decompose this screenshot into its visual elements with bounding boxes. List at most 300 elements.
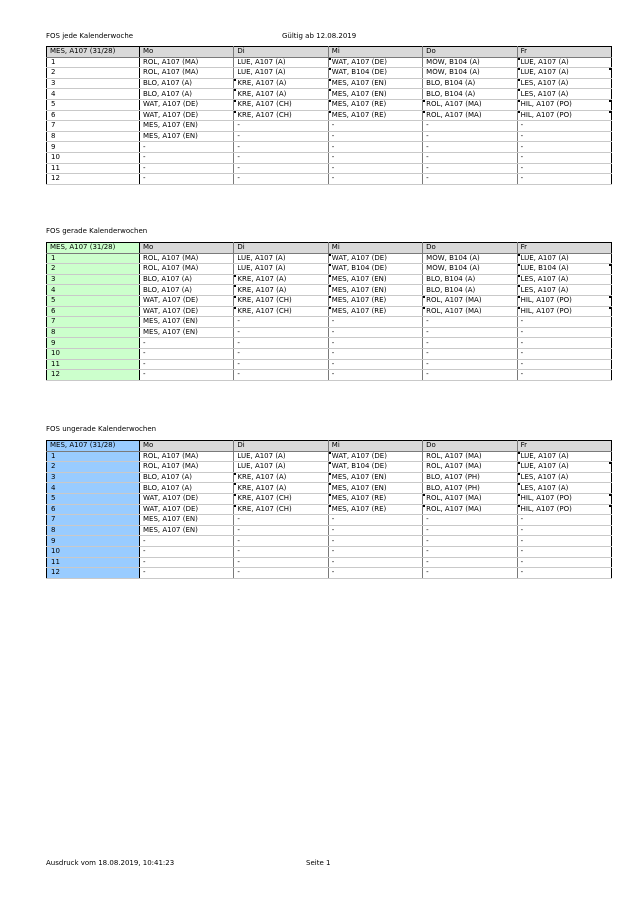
lesson-cell: LES, A107 (A) [517,274,611,285]
period-number: 4 [47,483,140,494]
period-number: 1 [47,253,140,264]
comment-marker-icon [234,89,236,91]
lesson-cell: BLO, A107 (A) [140,78,234,89]
comment-marker-icon [329,307,331,309]
day-header: Mo [140,47,234,58]
period-number: 6 [47,110,140,121]
comment-marker-icon [609,462,611,464]
period-number: 7 [47,317,140,328]
day-header-row [47,47,612,58]
lesson-cell: ROL, A107 (MA) [423,99,517,110]
lesson-cell: - [328,536,422,547]
lesson-cell: - [423,174,517,185]
lesson-cell: - [234,359,328,370]
lesson-cell: BLO, B104 (A) [423,274,517,285]
period-number: 6 [47,306,140,317]
lesson-cell: - [423,536,517,547]
comment-marker-icon [609,264,611,266]
lesson-cell: ROL, A107 (MA) [423,462,517,473]
lesson-cell: - [234,131,328,142]
lesson-cell: LUE, A107 (A) [517,57,611,68]
lesson-cell: BLO, A107 (A) [140,483,234,494]
page-footer [46,859,606,871]
lesson-cell: MES, A107 (EN) [328,483,422,494]
comment-marker-icon [518,307,520,309]
lesson-cell: - [328,142,422,153]
lesson-cell: - [140,370,234,381]
lesson-cell: - [234,142,328,153]
table-row [47,483,612,494]
period-number: 3 [47,472,140,483]
comment-marker-icon [518,296,520,298]
lesson-cell: - [234,536,328,547]
lesson-cell: WAT, A107 (DE) [140,504,234,515]
lesson-cell: - [140,163,234,174]
comment-marker-icon [234,307,236,309]
lesson-cell: - [234,546,328,557]
period-number: 3 [47,274,140,285]
day-header: Do [423,243,517,254]
lesson-cell: WAT, B104 (DE) [328,68,422,79]
table-row [47,493,612,504]
class-room-label: MES, A107 (31/28) [47,47,140,58]
comment-marker-icon [329,68,331,70]
lesson-cell: KRE, A107 (A) [234,274,328,285]
lesson-cell: - [234,515,328,526]
comment-marker-icon [518,505,520,507]
lesson-cell: ROL, A107 (MA) [140,57,234,68]
table-row [47,78,612,89]
comment-marker-icon [329,79,331,81]
comment-marker-icon [518,68,520,70]
timetable-body [47,253,612,380]
lesson-cell: - [517,515,611,526]
comment-marker-icon [329,462,331,464]
table-row [47,57,612,68]
table-row [47,68,612,79]
period-number: 3 [47,78,140,89]
period-number: 11 [47,557,140,568]
period-number: 8 [47,327,140,338]
table-row [47,253,612,264]
day-header: Mi [328,243,422,254]
comment-marker-icon [609,296,611,298]
lesson-cell: - [234,152,328,163]
comment-marker-icon [518,483,520,485]
lesson-cell: - [517,142,611,153]
lesson-cell: - [140,359,234,370]
lesson-cell: KRE, A107 (CH) [234,493,328,504]
lesson-cell: - [517,152,611,163]
print-timestamp: Ausdruck vom 18.08.2019, 10:41:23 [46,859,175,867]
comment-marker-icon [329,285,331,287]
lesson-cell: - [517,131,611,142]
table-row [47,274,612,285]
lesson-cell: - [517,317,611,328]
period-number: 2 [47,68,140,79]
lesson-cell: MES, A107 (EN) [328,285,422,296]
period-number: 5 [47,295,140,306]
lesson-cell: WAT, A107 (DE) [328,451,422,462]
lesson-cell: KRE, A107 (CH) [234,504,328,515]
table-row [47,348,612,359]
comment-marker-icon [518,100,520,102]
table-row [47,295,612,306]
comment-marker-icon [329,483,331,485]
period-number: 1 [47,451,140,462]
table-row [47,327,612,338]
page-title: FOS jede Kalenderwoche [46,32,134,40]
lesson-cell: - [140,348,234,359]
comment-marker-icon [518,462,520,464]
lesson-cell: ROL, A107 (MA) [140,253,234,264]
valid-from-label: Gültig ab 12.08.2019 [282,32,357,40]
lesson-cell: ROL, A107 (MA) [140,462,234,473]
period-number: 8 [47,131,140,142]
comment-marker-icon [423,494,425,496]
day-header: Di [234,47,328,58]
lesson-cell: BLO, B104 (A) [423,285,517,296]
lesson-cell: KRE, A107 (CH) [234,99,328,110]
period-number: 10 [47,348,140,359]
table-row [47,451,612,462]
comment-marker-icon [518,473,520,475]
lesson-cell: - [423,152,517,163]
table-row [47,370,612,381]
timetable-body [47,57,612,184]
comment-marker-icon [329,100,331,102]
day-header: Do [423,441,517,452]
lesson-cell: - [234,370,328,381]
lesson-cell: BLO, A107 (A) [140,285,234,296]
lesson-cell: - [517,348,611,359]
comment-marker-icon [329,473,331,475]
lesson-cell: - [234,525,328,536]
class-room-label: MES, A107 (31/28) [47,441,140,452]
lesson-cell: KRE, A107 (CH) [234,295,328,306]
table-row [47,557,612,568]
comment-marker-icon [518,58,520,60]
comment-marker-icon [609,111,611,113]
day-header: Mo [140,441,234,452]
lesson-cell: - [423,338,517,349]
table-row [47,338,612,349]
period-number: 6 [47,504,140,515]
table-row [47,546,612,557]
lesson-cell: - [423,525,517,536]
period-number: 8 [47,525,140,536]
lesson-cell: WAT, A107 (DE) [140,295,234,306]
comment-marker-icon [518,285,520,287]
lesson-cell: BLO, A107 (A) [140,89,234,100]
table-row [47,504,612,515]
lesson-cell: MES, A107 (RE) [328,295,422,306]
lesson-cell: - [140,174,234,185]
table-row [47,142,612,153]
lesson-cell: LES, A107 (A) [517,472,611,483]
comment-marker-icon [234,285,236,287]
lesson-cell: ROL, A107 (MA) [140,451,234,462]
lesson-cell: MES, A107 (EN) [140,327,234,338]
lesson-cell: - [140,568,234,579]
lesson-cell: - [328,338,422,349]
comment-marker-icon [609,307,611,309]
lesson-cell: - [328,568,422,579]
comment-marker-icon [329,58,331,60]
lesson-cell: - [234,338,328,349]
lesson-cell: - [328,317,422,328]
timetable-header [47,441,612,452]
lesson-cell: - [234,327,328,338]
period-number: 2 [47,462,140,473]
lesson-cell: MES, A107 (EN) [140,131,234,142]
page-header [46,32,606,44]
lesson-cell: - [423,359,517,370]
lesson-cell: LUE, A107 (A) [234,68,328,79]
comment-marker-icon [518,452,520,454]
lesson-cell: - [517,327,611,338]
lesson-cell: MES, A107 (EN) [140,525,234,536]
comment-marker-icon [609,494,611,496]
table-row [47,264,612,275]
comment-marker-icon [329,89,331,91]
lesson-cell: - [423,131,517,142]
comment-marker-icon [423,505,425,507]
period-number: 5 [47,99,140,110]
lesson-cell: HIL, A107 (PO) [517,110,611,121]
lesson-cell: - [517,359,611,370]
period-number: 5 [47,493,140,504]
lesson-cell: - [328,121,422,132]
lesson-cell: - [423,546,517,557]
lesson-cell: - [140,557,234,568]
lesson-cell: - [328,359,422,370]
lesson-cell: - [423,515,517,526]
lesson-cell: - [517,370,611,381]
period-number: 9 [47,338,140,349]
lesson-cell: HIL, A107 (PO) [517,493,611,504]
lesson-cell: - [328,515,422,526]
lesson-cell: ROL, A107 (MA) [423,493,517,504]
lesson-cell: - [328,327,422,338]
lesson-cell: - [517,338,611,349]
lesson-cell: ROL, A107 (MA) [423,306,517,317]
lesson-cell: - [140,142,234,153]
lesson-cell: BLO, A107 (PH) [423,483,517,494]
lesson-cell: MES, A107 (EN) [328,274,422,285]
lesson-cell: KRE, A107 (A) [234,483,328,494]
lesson-cell: WAT, A107 (DE) [140,306,234,317]
table-row [47,306,612,317]
comment-marker-icon [423,100,425,102]
period-number: 12 [47,370,140,381]
period-number: 1 [47,57,140,68]
lesson-cell: - [517,568,611,579]
comment-marker-icon [423,296,425,298]
lesson-cell: - [234,174,328,185]
table-row [47,163,612,174]
lesson-cell: MES, A107 (EN) [140,121,234,132]
period-number: 4 [47,89,140,100]
comment-marker-icon [518,254,520,256]
day-header: Mi [328,441,422,452]
lesson-cell: WAT, A107 (DE) [328,253,422,264]
comment-marker-icon [609,100,611,102]
lesson-cell: MES, A107 (EN) [328,472,422,483]
lesson-cell: ROL, A107 (MA) [423,504,517,515]
lesson-cell: BLO, A107 (A) [140,274,234,285]
table-row [47,99,612,110]
lesson-cell: - [328,163,422,174]
period-number: 2 [47,264,140,275]
lesson-cell: KRE, A107 (A) [234,89,328,100]
day-header: Mo [140,243,234,254]
day-header: Di [234,441,328,452]
lesson-cell: WAT, B104 (DE) [328,462,422,473]
lesson-cell: - [234,557,328,568]
lesson-cell: - [234,121,328,132]
table-row [47,110,612,121]
comment-marker-icon [609,505,611,507]
lesson-cell: - [517,536,611,547]
table-row [47,131,612,142]
lesson-cell: - [328,525,422,536]
table-row [47,359,612,370]
period-number: 12 [47,568,140,579]
lesson-cell: - [517,121,611,132]
day-header: Fr [517,47,611,58]
lesson-cell: - [423,348,517,359]
lesson-cell: HIL, A107 (PO) [517,295,611,306]
lesson-cell: MES, A107 (EN) [140,515,234,526]
period-number: 11 [47,163,140,174]
lesson-cell: BLO, A107 (PH) [423,472,517,483]
comment-marker-icon [329,275,331,277]
period-number: 7 [47,515,140,526]
lesson-cell: LUE, A107 (A) [234,462,328,473]
lesson-cell: BLO, A107 (A) [140,472,234,483]
lesson-cell: - [517,174,611,185]
lesson-cell: - [423,568,517,579]
table-row [47,174,612,185]
comment-marker-icon [423,307,425,309]
comment-marker-icon [234,275,236,277]
table-row [47,515,612,526]
table-row [47,568,612,579]
comment-marker-icon [234,111,236,113]
lesson-cell: - [328,174,422,185]
table-row [47,89,612,100]
comment-marker-icon [518,275,520,277]
timetable-body [47,451,612,578]
lesson-cell: LUE, A107 (A) [234,451,328,462]
comment-marker-icon [234,100,236,102]
day-header: Fr [517,441,611,452]
comment-marker-icon [609,68,611,70]
lesson-cell: MÖW, B104 (A) [423,68,517,79]
lesson-cell: LUE, A107 (A) [517,462,611,473]
lesson-cell: KRE, A107 (CH) [234,110,328,121]
lesson-cell: LES, A107 (A) [517,89,611,100]
lesson-cell: LUE, A107 (A) [234,264,328,275]
comment-marker-icon [329,452,331,454]
lesson-cell: MES, A107 (RE) [328,493,422,504]
lesson-cell: MÖW, B104 (A) [423,264,517,275]
lesson-cell: - [517,546,611,557]
lesson-cell: - [517,525,611,536]
table-row [47,152,612,163]
lesson-cell: LES, A107 (A) [517,285,611,296]
timetable-header [47,47,612,58]
day-header: Di [234,243,328,254]
timetable-odd-weeks [46,440,612,579]
lesson-cell: LUE, A107 (A) [517,253,611,264]
lesson-cell: WAT, A107 (DE) [140,99,234,110]
timetable-header [47,243,612,254]
day-header: Mi [328,47,422,58]
lesson-cell: LUE, A107 (A) [234,57,328,68]
class-room-label: MES, A107 (31/28) [47,243,140,254]
lesson-cell: HIL, A107 (PO) [517,306,611,317]
lesson-cell: ROL, A107 (MA) [423,295,517,306]
comment-marker-icon [423,111,425,113]
lesson-cell: BLO, B104 (A) [423,78,517,89]
lesson-cell: ROL, A107 (MA) [140,68,234,79]
lesson-cell: ROL, A107 (MA) [140,264,234,275]
comment-marker-icon [518,494,520,496]
period-number: 9 [47,142,140,153]
lesson-cell: - [140,338,234,349]
table-row [47,536,612,547]
comment-marker-icon [518,264,520,266]
lesson-cell: - [328,557,422,568]
lesson-cell: MES, A107 (RE) [328,99,422,110]
lesson-cell: LUE, B104 (A) [517,264,611,275]
comment-marker-icon [234,494,236,496]
comment-marker-icon [329,494,331,496]
lesson-cell: BLO, B104 (A) [423,89,517,100]
section-title-even-weeks: FOS gerade Kalenderwochen [46,227,148,235]
lesson-cell: MES, A107 (RE) [328,306,422,317]
lesson-cell: MÖW, B104 (A) [423,253,517,264]
comment-marker-icon [329,111,331,113]
lesson-cell: - [423,163,517,174]
table-row [47,525,612,536]
lesson-cell: - [234,163,328,174]
lesson-cell: KRE, A107 (CH) [234,306,328,317]
period-number: 7 [47,121,140,132]
lesson-cell: MES, A107 (EN) [328,78,422,89]
comment-marker-icon [518,89,520,91]
lesson-cell: WAT, A107 (DE) [140,493,234,504]
lesson-cell: WAT, A107 (DE) [140,110,234,121]
lesson-cell: KRE, A107 (A) [234,472,328,483]
lesson-cell: LES, A107 (A) [517,78,611,89]
lesson-cell: - [328,546,422,557]
comment-marker-icon [518,79,520,81]
lesson-cell: WAT, B104 (DE) [328,264,422,275]
timetable-every-week [46,46,612,185]
lesson-cell: LES, A107 (A) [517,483,611,494]
lesson-cell: MES, A107 (EN) [328,89,422,100]
comment-marker-icon [234,473,236,475]
lesson-cell: KRE, A107 (A) [234,78,328,89]
lesson-cell: - [423,317,517,328]
period-number: 10 [47,152,140,163]
lesson-cell: LUE, A107 (A) [234,253,328,264]
table-row [47,285,612,296]
lesson-cell: HIL, A107 (PO) [517,99,611,110]
